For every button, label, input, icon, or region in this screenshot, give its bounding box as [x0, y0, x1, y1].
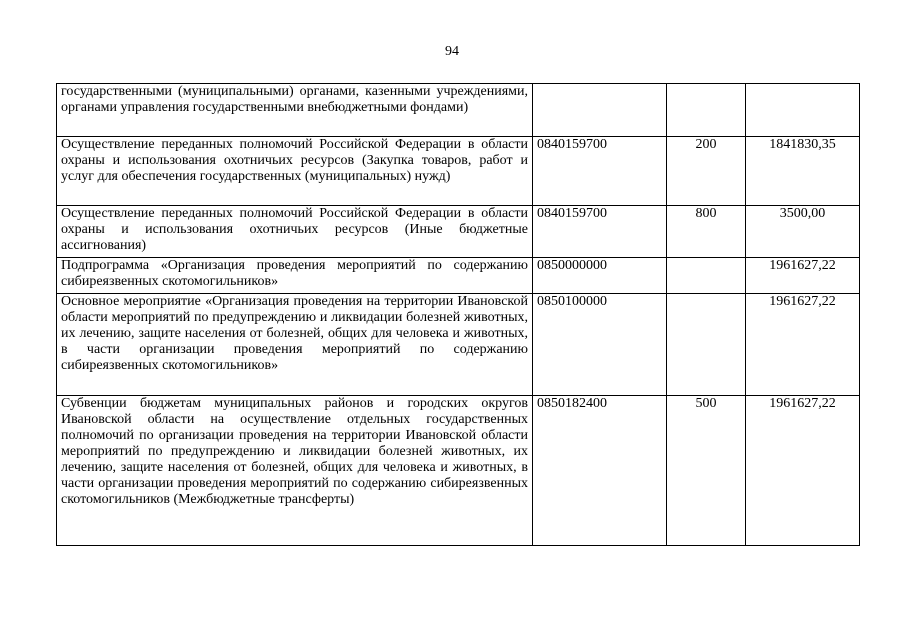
row-name-cell: Подпрограмма «Организация проведения мероприятий по содержанию сибиреязвенных скотомогильников»	[57, 258, 533, 294]
row-code-cell: 0840159700	[533, 206, 667, 258]
row-type-cell	[667, 294, 746, 396]
row-type-cell: 800	[667, 206, 746, 258]
table-row	[57, 206, 860, 258]
row-name-cell: Осуществление переданных полномочий Российской Федерации в области охраны и использования охотничьих ресурсов (Иные бюджетные ассигнования)	[57, 206, 533, 258]
table-row	[57, 84, 860, 137]
row-code-cell: 0850182400	[533, 396, 667, 546]
table-row	[57, 137, 860, 206]
row-name-cell: Субвенции бюджетам муниципальных районов и городских округов Ивановской области на осуществление отдельных государственных полномочий по организации проведения на территории Ивановской области мероприятий по предупреждению и ликвидации болезней животных, их лечению, защите населения от болезней, общих для человека и животных, в части организации проведения мероприятий по содержанию сибиреязвенных скотомогильников (Межбюджетные трансферты)	[57, 396, 533, 546]
row-type-cell: 200	[667, 137, 746, 206]
budget-table	[56, 83, 860, 546]
row-sum-cell	[746, 84, 860, 137]
page-number: 94	[445, 44, 459, 59]
row-sum-cell: 1961627,22	[746, 258, 860, 294]
row-code-cell	[533, 84, 667, 137]
row-sum-cell: 1841830,35	[746, 137, 860, 206]
row-sum-cell: 3500,00	[746, 206, 860, 258]
row-sum-cell: 1961627,22	[746, 396, 860, 546]
row-name-cell: государственными (муниципальными) органами, казенными учреждениями, органами управления государственными внебюджетными фондами)	[57, 84, 533, 137]
row-name-cell: Основное мероприятие «Организация проведения на территории Ивановской области мероприятий по предупреждению и ликвидации болезней животных, их лечению, защите населения от болезней, общих для человека и животных, в части организации проведения мероприятий по содержанию сибиреязвенных скотомогильников»	[57, 294, 533, 396]
table-row	[57, 294, 860, 396]
row-code-cell: 0840159700	[533, 137, 667, 206]
row-name-cell: Осуществление переданных полномочий Российской Федерации в области охраны и использования охотничьих ресурсов (Закупка товаров, работ и услуг для обеспечения государственных (муниципальных) нужд)	[57, 137, 533, 206]
row-sum-cell: 1961627,22	[746, 294, 860, 396]
row-code-cell: 0850100000	[533, 294, 667, 396]
row-type-cell	[667, 258, 746, 294]
row-type-cell: 500	[667, 396, 746, 546]
table-row	[57, 258, 860, 294]
row-code-cell: 0850000000	[533, 258, 667, 294]
row-type-cell	[667, 84, 746, 137]
table-row	[57, 396, 860, 546]
